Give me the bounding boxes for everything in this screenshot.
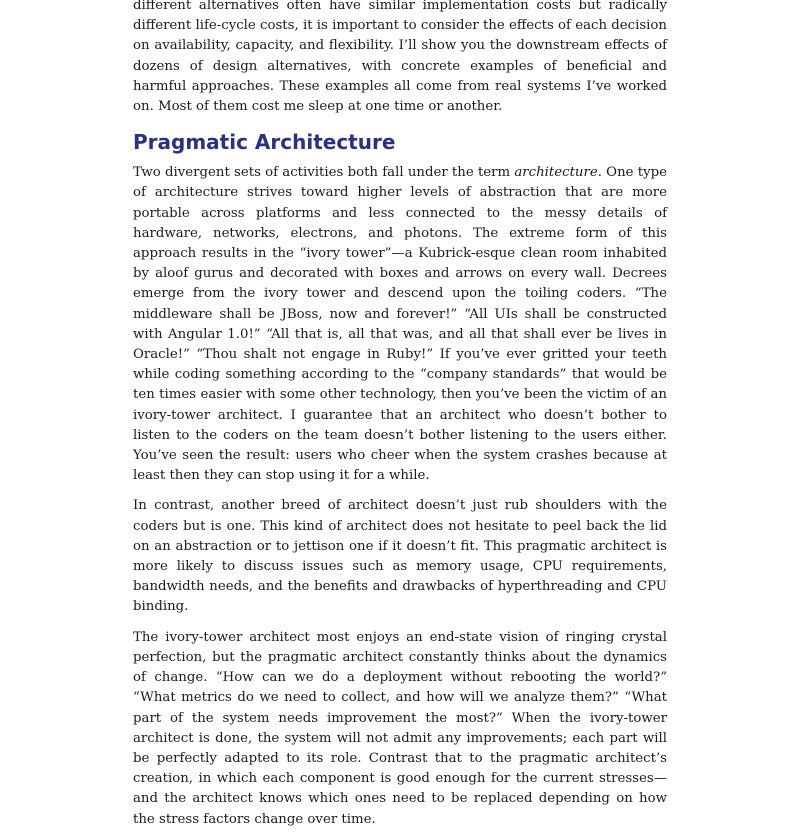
body-paragraph-2: In contrast, another breed of architect doesn’t just rub shoulders with the coders but is one. This kind of architect does not hesitate to peel back the lid on an abstraction or to jettison one if it doesn’t fit. This pragmatic architect is more likely to discuss issues such as memory usage, CPU requirements, bandwidth needs, and the benefits and drawbacks of hyperthreading and CPU binding. <box>133 498 667 615</box>
paragraph-1-text-start: Two divergent sets of activities both fall under the term <box>133 165 515 181</box>
emphasized-term: architecture <box>514 165 598 181</box>
body-paragraph-1 <box>133 163 667 486</box>
intro-paragraph: different alternatives often have similar implementation costs but radically different life-cycle costs, it is important to consider the effects of each decision on availability, capacity, and flexibility. I’ll show you the downstream effects of dozens of design alternatives, with concrete examples of beneficial and harmful approaches. These examples all come from real systems I’ve worked on. Most of them cost me sleep at one time or another. <box>133 0 667 115</box>
section-heading: Pragmatic Architecture <box>133 130 396 155</box>
body-paragraph-3: The ivory-tower architect most enjoys an end-state vision of ringing crystal perfection, but the pragmatic architect constantly thinks about the dynamics of change. “How can we do a deployment without rebooting the world?” “What metrics do we need to collect, and how will we analyze them?” “What part of the system needs improvement the most?” When the ivory-tower architect is done, the system will not admit any improvements; each part will be perfectly adapted to its role. Contrast that to the pragmatic architect’s creation, in which each component is good enough for the current stresses—and the architect knows which ones need to be replaced depending on how the stress factors change over time. <box>133 629 667 827</box>
paragraph-1-text-end: . One type of architecture strives toward higher levels of abstraction that are more portable across platforms and less connected to the messy details of hardware, networks, electrons, and photons. The extreme form of this approach results in the “ivory tower”—a Kubrick-esque clean room inhabited by aloof gurus and decorated with boxes and arrows on every wall. Decrees emerge from the ivory tower and descend upon the toiling coders. “The middleware shall be JBoss, now and forever!” “All UIs shall be constructed with Angular 1.0!” “All that is, all that was, and all that shall ever be lives in Oracle!” “Thou shalt not engage in Ruby!” If you’ve ever gritted your teeth while coding something according to the “company standards” that would be ten times easier with some other technology, then you’ve been the victim of an ivory-tower architect. I guarantee that an architect who doesn’t bother to listen to the coders on the team doesn’t bother listening to the users either. You’ve seen the result: users who cheer when the system crashes because at least then they can stop using it for a while. <box>133 165 667 484</box>
page-content <box>133 0 667 840</box>
